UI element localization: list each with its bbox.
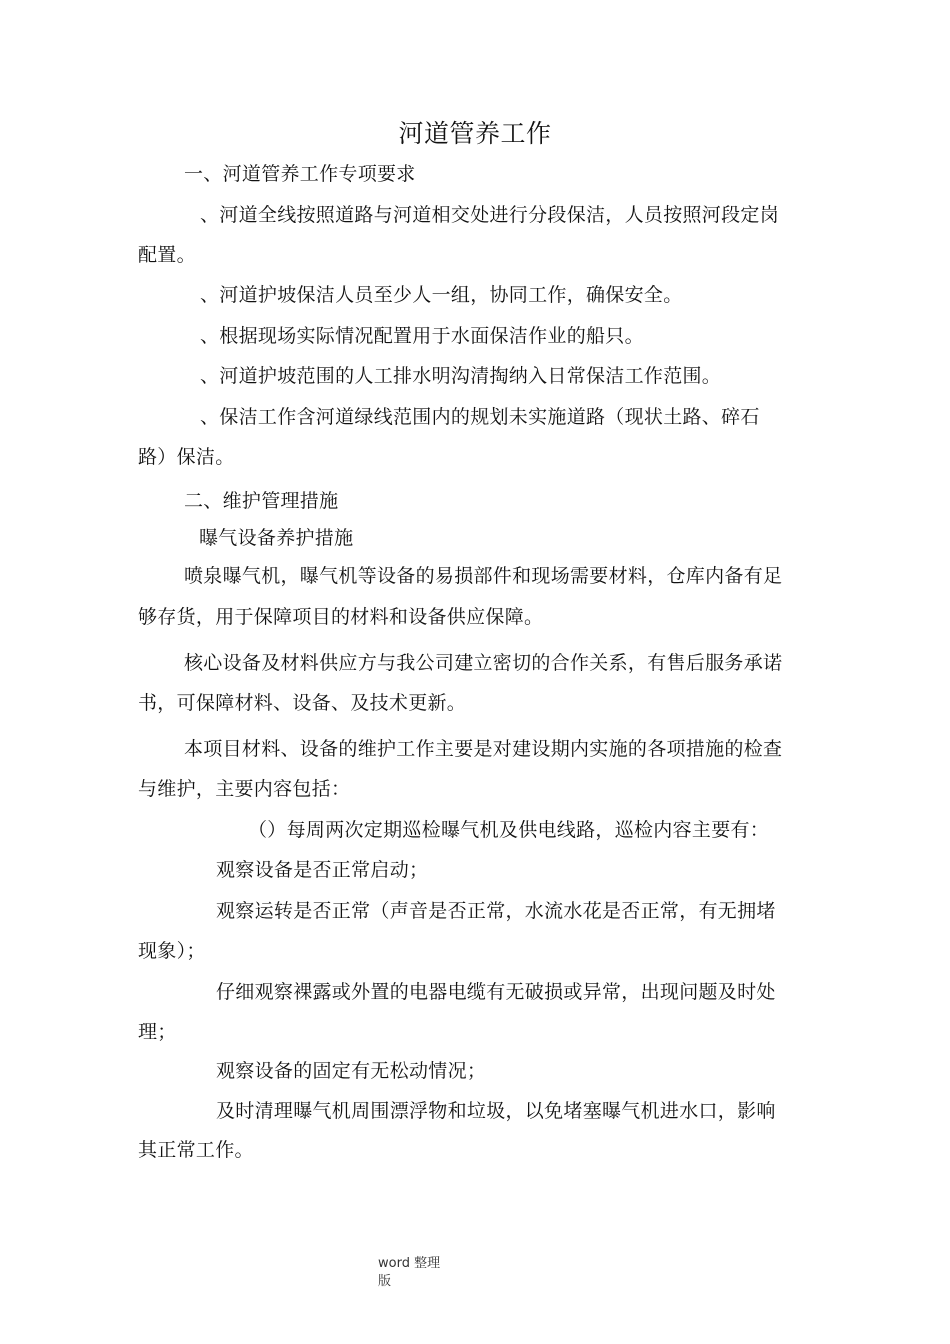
paragraph-line: 配置。 (138, 244, 196, 266)
paragraph-line: 书，可保障材料、设备、及技术更新。 (138, 692, 467, 714)
paragraph-line: 够存货，用于保障项目的材料和设备供应保障。 (138, 606, 544, 628)
paragraph-line: 、保洁工作含河道绿线范围内的规划未实施道路（现状土路、碎石 (200, 406, 760, 428)
subsection-heading: 曝气设备养护措施 (199, 527, 354, 549)
list-item: 观察运转是否正常（声音是否正常，水流水花是否正常，有无拥堵 (216, 900, 776, 922)
list-item: 观察设备是否正常启动； (216, 859, 429, 881)
list-item: 仔细观察裸露或外置的电器电缆有无破损或异常，出现问题及时处 (216, 981, 776, 1003)
section-heading-1: 一、河道管养工作专项要求 (184, 163, 416, 185)
paragraph-line: 核心设备及材料供应方与我公司建立密切的合作关系，有售后服务承诺 (184, 652, 783, 674)
list-item: 观察设备的固定有无松动情况； (216, 1060, 487, 1082)
list-item: 及时清理曝气机周围漂浮物和垃圾，以免堵塞曝气机进水口，影响 (216, 1100, 776, 1122)
paragraph-line: 、河道护坡范围的人工排水明沟清掏纳入日常保洁工作范围。 (200, 365, 722, 387)
page-title: 河道管养工作 (398, 119, 552, 148)
paragraph-line: 路）保洁。 (138, 446, 235, 468)
paragraph-line: 、河道全线按照道路与河道相交处进行分段保洁，人员按照河段定岗 (200, 204, 780, 226)
paragraph-line: 、河道护坡保洁人员至少人一组，协同工作，确保安全。 (200, 284, 683, 306)
paragraph-line: 喷泉曝气机，曝气机等设备的易损部件和现场需要材料，仓库内备有足 (184, 565, 783, 587)
page-footer (378, 1255, 458, 1291)
footer-line: word 整理 (378, 1256, 441, 1271)
list-item-continuation: 现象）； (138, 940, 206, 962)
section-heading-2: 二、维护管理措施 (184, 490, 339, 512)
paragraph-line: 本项目材料、设备的维护工作主要是对建设期内实施的各项措施的检查 (184, 738, 783, 760)
footer-line: 版 (378, 1274, 392, 1289)
list-heading: （）每周两次定期巡检曝气机及供电线路，巡检内容主要有： (248, 819, 770, 841)
paragraph-line: 、根据现场实际情况配置用于水面保洁作业的船只。 (200, 325, 644, 347)
list-item-continuation: 其正常工作。 (138, 1139, 254, 1161)
list-item-continuation: 理； (138, 1021, 177, 1043)
paragraph-line: 与维护，主要内容包括： (138, 778, 351, 800)
